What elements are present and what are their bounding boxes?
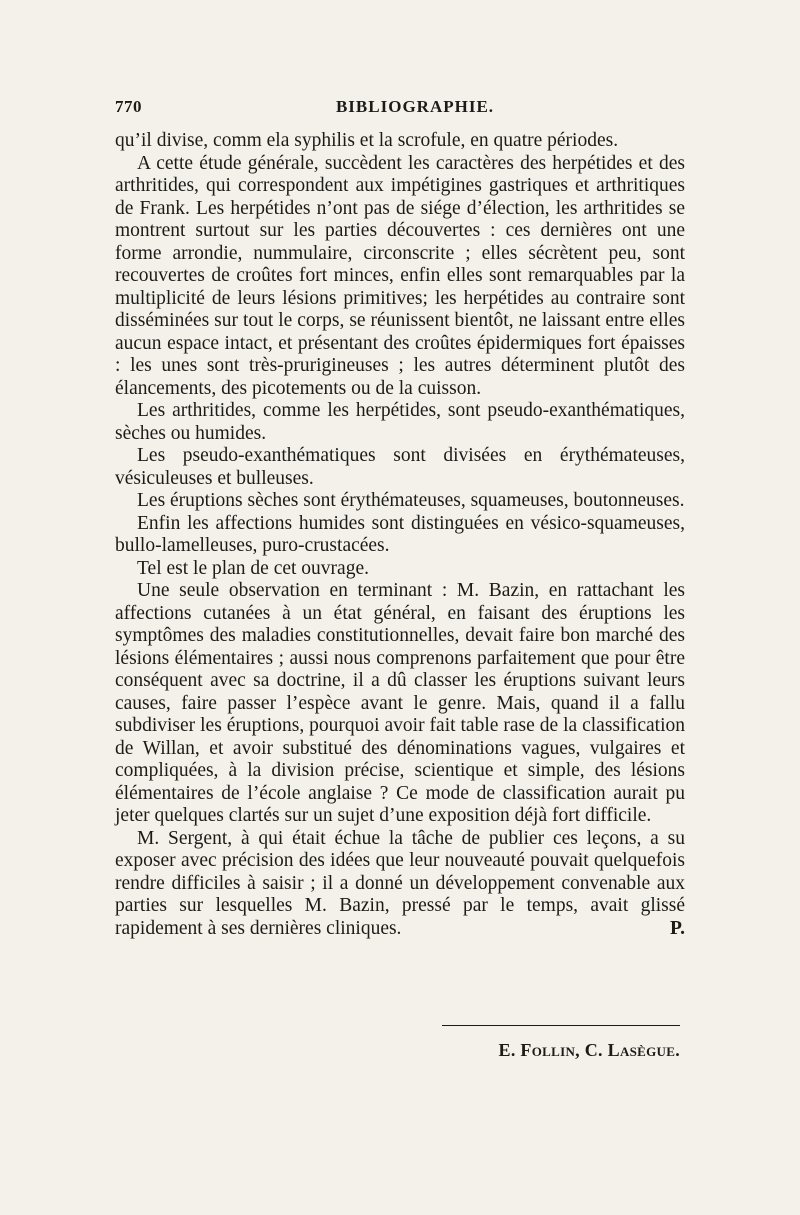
paragraph-5: Les éruptions sèches sont érythémateuses, squameuses, boutonneuses. — [137, 490, 685, 511]
body-text — [115, 130, 685, 940]
page-header — [115, 97, 685, 123]
paragraph-6: Enfin les affections humides sont distinguées en vésico-squameuses, bullo-lamelleuses, puro-crustacées. — [115, 512, 685, 556]
paragraph-3: Les arthritides, comme les herpétides, sont pseudo-exanthématiques, sèches ou humides. — [115, 400, 685, 444]
review-initial: P. — [670, 917, 685, 939]
paragraph-1: qu’il divise, comm ela syphilis et la scrofule, en quatre périodes. — [115, 130, 619, 151]
paragraph-9 — [115, 828, 685, 941]
author-signature: E. Follin, C. Lasègue. — [498, 1040, 680, 1060]
paragraph-4: Les pseudo-exanthématiques sont divisées en érythémateuses, vésiculeuses et bulleuses. — [115, 445, 685, 489]
paragraph-7: Tel est le plan de cet ouvrage. — [137, 557, 369, 579]
running-title: BIBLIOGRAPHIE. — [335, 97, 495, 116]
paragraph-2: A cette étude générale, succèdent les caractères des herpétides et des arthritides, qui correspondent aux impétigines gastriques et arthritiques de Frank. Les herpétides n’ont pas de siége d’élection, les arthritides se montrent surtout sur les parties découvertes : ces dernières ont une forme arrondie, nummulaire, circonscrite ; elles sécrètent peu, sont recouvertes de croûtes fort minces, enfin elles sont remarquables par la multiplicité de leurs lésions primitives; les herpétides au contraire sont disséminées sur tout le corps, se réunissent bientôt, ne laissant entre elles aucun espace intact, et présentant des croûtes épidermiques fort épaisses : les unes sont très-prurigineuses ; les autres déterminent plutôt des élancements, des picotements ou de la cuisson. — [115, 152, 685, 399]
paragraph-8: Une seule observation en terminant : M. Bazin, en rattachant les affections cutanées à un état général, en faisant des éruptions les symptômes des maladies constitutionnelles, devait faire bon marché des lésions élémentaires ; aussi nous comprenons parfaitement que pour être conséquent avec sa doctrine, il a dû classer les éruptions suivant leurs causes, faire passer l’espèce avant le genre. Mais, quand il a fallu subdiviser les éruptions, pourquoi avoir fait table rase de la classification de Willan, et avoir substitué des dénominations vagues, vulgaires et compliquées, à la division précise, scientique et simple, des lésions élémentaires de l’école anglaise ? Ce mode de classification aurait pu jeter quelques clartés sur un sujet d’une exposition déjà fort difficile. — [115, 580, 685, 826]
page-number: 770 — [115, 97, 142, 116]
paragraph-9-text: M. Sergent, à qui était échue la tâche de publier ces leçons, a su exposer avec précision des idées que leur nouveauté pouvait quelquefois rendre difficiles à saisir ; il a donné un développement convenable aux parties sur lesquelles M. Bazin, pressé par le temps, avait glissé rapidement à ses dernières cliniques. — [115, 827, 685, 939]
signature-rule — [442, 1025, 680, 1026]
